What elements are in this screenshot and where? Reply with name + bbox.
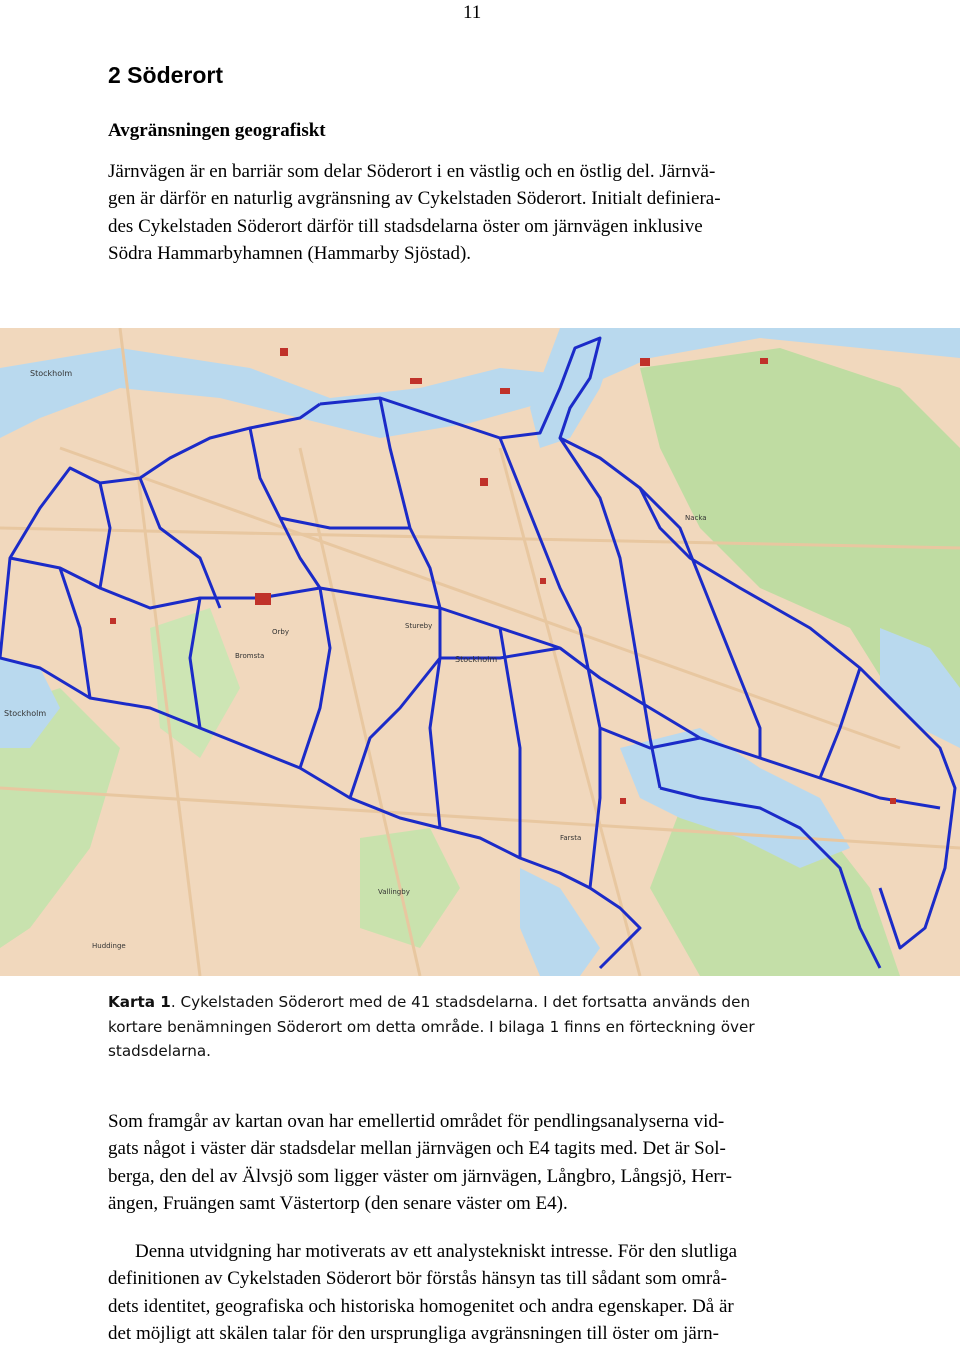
map-label: Orby — [272, 628, 289, 636]
district-map — [0, 328, 960, 976]
body-paragraph — [108, 1238, 843, 1348]
text-line: kortare benämningen Söderort om detta område. I bilaga 1 finns en förteckning över — [108, 1017, 755, 1036]
text-line: Södra Hammarbyhamnen (Hammarby Sjöstad). — [108, 243, 472, 265]
map-label: Stureby — [405, 622, 433, 630]
text-line: Järnvägen är en barriär som delar Söderort i en västlig och en östlig del. Järnvä- — [108, 161, 716, 182]
map-label: Stockholm — [4, 709, 47, 718]
intro-paragraph — [108, 158, 843, 268]
text-line: gen är därför en naturlig avgränsning av Cykelstaden Söderort. Initialt definiera- — [108, 188, 721, 210]
text-line: Denna utvidgning har motiverats av ett analystekniskt intresse. För den slutliga — [135, 1241, 738, 1262]
section-title: Avgränsningen geografiskt — [108, 120, 326, 141]
text-line: des Cykelstaden Söderort därför till stadsdelarna öster om järnvägen inklusive — [108, 215, 703, 237]
chapter-title: 2 Söderort — [108, 62, 224, 88]
text-line: ängen, Fruängen samt Västertorp (den senare väster om E4). — [108, 1193, 568, 1215]
text-line: berga, den del av Älvsjö som ligger väster om järnvägen, Långbro, Långsjö, Herr- — [108, 1165, 732, 1187]
map-label: Farsta — [560, 834, 582, 842]
text-line: dets identitet, geografiska och historiska homogenitet och andra egenskaper. Då är — [108, 1295, 734, 1317]
map-caption — [108, 990, 848, 1064]
map-label: Stockholm — [30, 369, 73, 378]
map-label: Stockholm — [455, 655, 498, 664]
map-label: Vallingby — [378, 888, 410, 896]
map-label: Nacka — [685, 514, 707, 522]
map-label: Huddinge — [92, 942, 126, 950]
map-label: Bromsta — [235, 652, 265, 660]
text-line: gats något i väster där stadsdelar mellan järnvägen och E4 tagits med. Det är Sol- — [108, 1138, 726, 1160]
text-line: definitionen av Cykelstaden Söderort bör förstås hänsyn tas till sådant som områ- — [108, 1268, 727, 1290]
caption-text: . Cykelstaden Söderort med de 41 stadsdelarna. I det fortsatta används den — [170, 993, 751, 1011]
caption-prefix: Karta 1 — [108, 993, 171, 1011]
page-number: 11 — [463, 2, 482, 23]
text-line — [108, 990, 848, 1015]
body-paragraph — [108, 1108, 843, 1218]
text-line: Som framgår av kartan ovan har emellertid området för pendlingsanalyserna vid- — [108, 1111, 725, 1132]
text-line: det möjligt att skälen talar för den ursprungliga avgränsningen till öster om järn- — [108, 1323, 720, 1345]
map-graphic — [0, 328, 960, 976]
text-line: stadsdelarna. — [108, 1042, 211, 1060]
